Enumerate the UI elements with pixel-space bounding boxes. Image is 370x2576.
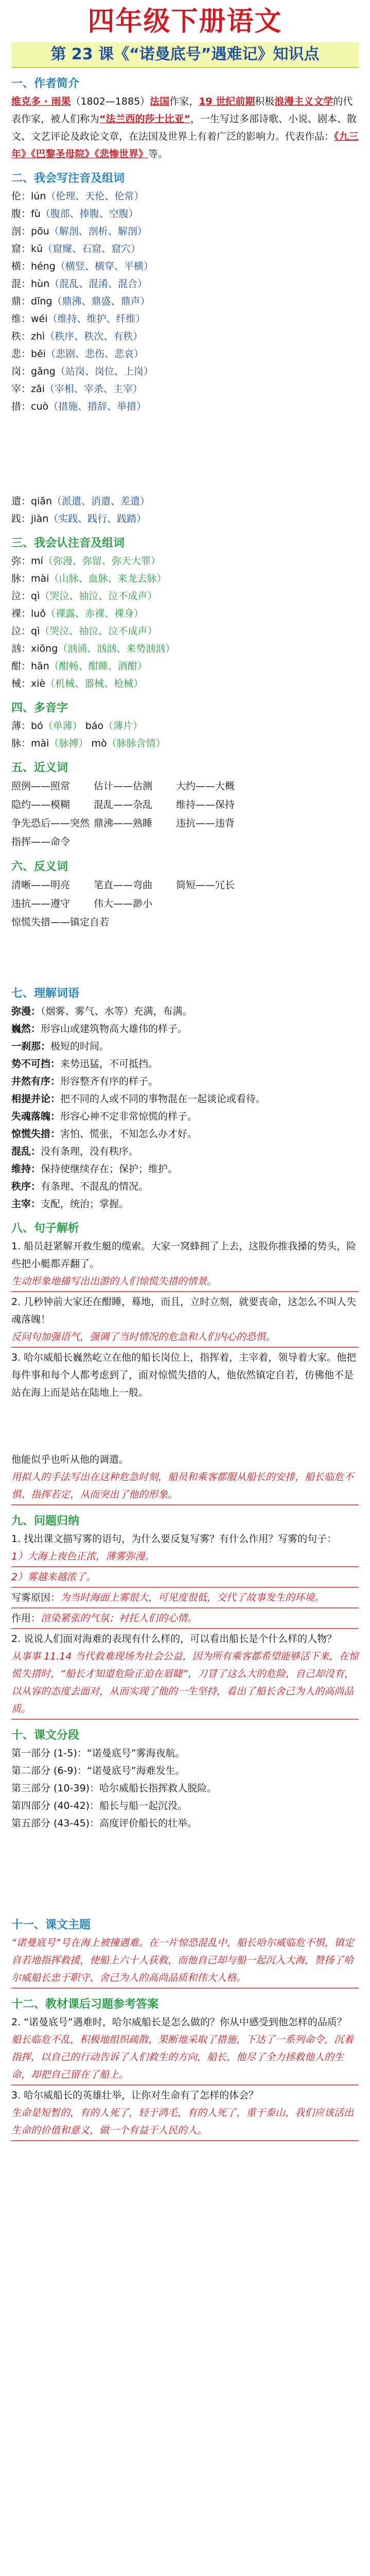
vocab-item [11, 1020, 359, 1038]
read-char-words: （山脉、血脉、来龙去脉） [49, 573, 167, 584]
write-char-words: （窟窿、石窟、窟穴） [43, 243, 141, 255]
exercise-q1: 2. “诺曼底号”遇难时，哈尔威船长是怎么做的？你从中感受到他怎样的品质？ [11, 2016, 347, 2028]
section-title-read: 三、我会认注音及组词 [11, 537, 125, 550]
exercise-a2: 生命是短暂的，有的人死了，轻于鸿毛，有的人死了，重于泰山，我们应该活出生命的价值和意义，做一个有益于人民的人。 [11, 2107, 354, 2136]
read-char-pinyin: luǒ [31, 608, 46, 619]
synonym-pair: 估计——估测 [94, 781, 153, 792]
vocab-item [11, 1003, 359, 1020]
divider [11, 1504, 359, 1505]
vocab-term: 势不可挡： [11, 1058, 61, 1070]
synonym-list [11, 777, 359, 851]
paragraph-list [11, 1744, 359, 1832]
synonym-pair [94, 833, 176, 851]
vocab-term: 失魂落魄： [11, 1111, 61, 1122]
vocab-item [11, 1195, 359, 1213]
read-char-char: 泣： [11, 590, 31, 602]
divider [11, 1628, 359, 1629]
write-char-pinyin: lún [31, 191, 46, 202]
polyphone-row [11, 735, 359, 752]
sentence-a5: 用拟人的手法写出在这种危急时刻，船员和乘客都服从船长的安排，船长临危不惧、指挥若定，从而突出了他的形象。 [11, 1471, 354, 1500]
question-1: 1. 找出课文描写雾的语句，为什么要反复写雾？有什么作用？写雾的句子： [11, 1533, 337, 1545]
polyphone-aw: （单薄） [43, 720, 82, 732]
author-role: 作家， [169, 96, 199, 107]
paragraph-label: 第五部分 (43-45)： [11, 1818, 100, 1829]
write-char-char: 维： [11, 313, 31, 325]
write-char-row [11, 380, 359, 398]
vocab-definition: 形容整齐有序的样子。 [60, 1076, 158, 1087]
divider [11, 1566, 359, 1567]
write-char-pinyin: qiǎn [31, 496, 52, 507]
write-char-char: 悲： [11, 348, 31, 360]
read-char-char: 械： [11, 678, 31, 689]
section-title-questions: 九、问题归纳 [11, 1515, 80, 1528]
synonym-row [11, 777, 359, 795]
fog-use-label: 作用： [11, 1613, 41, 1624]
author-end: 等。 [148, 148, 168, 160]
read-char-row [11, 605, 359, 622]
write-char-pinyin: dǐng [31, 296, 52, 307]
vocab-term: 相提并论： [11, 1093, 61, 1105]
vocab-term: 混乱： [11, 1146, 41, 1157]
write-char-pinyin: bēi [31, 348, 46, 360]
read-char-row [11, 640, 359, 657]
write-char-char: 岗： [11, 366, 31, 377]
vocab-definition: （烟雾、雾气、水等）充满，布满。 [41, 1006, 192, 1017]
vocab-term: 惊慌失措： [11, 1128, 61, 1140]
antonym-pair: 惊慌失措——镇定自若 [11, 917, 110, 928]
author-intro [11, 93, 359, 163]
polyphone-aw: （脉搏） [49, 738, 89, 749]
write-char-char: 横： [11, 261, 31, 272]
antonym-pair: 简短——冗长 [176, 879, 235, 891]
fog-reason-text: 为当时海面上雾很大，可见度很低，交代了故事发生的环境。 [60, 1592, 325, 1603]
write-char-list [11, 188, 359, 415]
write-char-row [11, 293, 359, 310]
read-char-char: 酣： [11, 660, 31, 672]
write-char-row [11, 188, 359, 205]
vocab-item [11, 1178, 359, 1195]
vocab-item [11, 1108, 359, 1125]
sentence-q1: 1. 船员赶紧解开救生艇的缆索。大家一窝蜂拥了上去，这股你推我搡的势头，险些把小艇都弄翻了。 [11, 1241, 357, 1269]
write-char-row [11, 510, 359, 528]
write-char-extra-list [11, 493, 359, 528]
author-school: 浪漫主义文学 [274, 96, 333, 107]
exercise-q2: 3. 哈尔威船长的英雄壮举，让你对生命有了怎样的体会？ [11, 2090, 259, 2101]
paragraph-text: 船长与船一起沉没。 [99, 1800, 188, 1811]
paragraph-text: “诺曼底号”雾海夜航。 [86, 1748, 185, 1759]
write-char-char: 混： [11, 278, 31, 290]
vocab-definition: 支配，统治；掌握。 [41, 1198, 129, 1210]
section-title-exercises: 十二、教材课后习题参考答案 [11, 1998, 159, 2011]
fog-use-text: 渲染紧张的气氛；衬托人们的心情。 [41, 1613, 198, 1624]
vocab-term: 维持： [11, 1163, 41, 1175]
vocab-definition: 把不同的人或不同的事物混在一起谈论或看待。 [60, 1093, 266, 1105]
sentence-a2: 反问句加强语气，强调了当时情况的危急和人们内心的恐惧。 [11, 1331, 276, 1343]
section-title-theme: 十一、课文主题 [11, 1919, 91, 1931]
write-char-words: （实践、践行、践踏） [48, 513, 147, 524]
exercise-a1: 船长临危不乱，积极地组织疏散，果断地采取了措施，下达了一系列命令，沉着指挥，以自己的行动告诉了人们救生的方向，船长，他尽了全力拯救他人的生命，却把自己留在了船上。 [11, 2034, 354, 2080]
read-char-words: （哭泣、抽泣、泣不成声） [40, 625, 157, 637]
divider [11, 1587, 359, 1588]
author-work-1: 《九三年》 [11, 131, 359, 160]
read-char-char: 弥： [11, 555, 31, 567]
vocab-term: 弥漫： [11, 1006, 41, 1017]
paragraph-text: “诺曼底号”海难发生。 [86, 1765, 185, 1776]
antonym-row [11, 876, 359, 894]
synonym-row [11, 833, 359, 851]
section-title-synonym: 五、近义词 [11, 761, 68, 774]
write-char-row [11, 258, 359, 275]
write-char-words: （腹部、捧腹、空腹） [40, 208, 138, 219]
spacer [11, 931, 359, 978]
synonym-pair: 指挥——命令 [11, 836, 71, 848]
polyphone-ch: 薄： [11, 720, 31, 732]
write-char-char: 伦： [11, 191, 31, 202]
write-char-pinyin: fù [31, 208, 41, 219]
write-char-char: 腹： [11, 208, 31, 219]
divider [11, 1607, 359, 1608]
read-char-char: 泣： [11, 625, 31, 637]
read-char-pinyin: qì [31, 625, 40, 637]
read-char-row [11, 622, 359, 640]
read-char-row [11, 570, 359, 587]
write-char-row [11, 363, 359, 380]
read-char-words: （酣畅、酣睡、酒酣） [49, 660, 147, 672]
write-char-pinyin: héng [31, 261, 56, 272]
author-school-pre: 积极 [255, 96, 275, 107]
vocab-definition: 形容山或建筑物高大雄伟的样子。 [41, 1023, 188, 1035]
write-char-pinyin: zhì [31, 331, 45, 342]
synonym-row [11, 795, 359, 814]
sentence-q5: 他能似乎也听从他的调遣。 [11, 1454, 129, 1465]
author-title-name: “法兰西的莎士比亚” [99, 113, 190, 125]
read-char-words: （哭泣、抽泣、泣不成声） [40, 590, 157, 602]
divider [11, 1988, 359, 1989]
write-char-words: （伦理、天伦、伦常） [46, 191, 144, 202]
read-char-char: 裸： [11, 608, 31, 619]
write-char-row [11, 240, 359, 258]
antonym-pair: 笔直——弯曲 [94, 879, 153, 891]
read-char-row [11, 675, 359, 692]
polyphone-bw: （脉脉含情） [107, 738, 166, 749]
author-years: （1802—1885） [71, 96, 150, 107]
write-char-row [11, 310, 359, 328]
divider [11, 1719, 359, 1720]
author-name: 维克多 · 雨果 [11, 96, 71, 107]
write-char-words: （鼎沸、鼎盛、鼎声） [52, 296, 150, 307]
write-char-row [11, 345, 359, 363]
paragraph-text: 高度评价船长的壮举。 [99, 1818, 198, 1829]
paragraph-label: 第三部分 (10-39)： [11, 1783, 100, 1794]
paragraph-label: 第一部分 (1-5)： [11, 1748, 87, 1759]
read-char-row [11, 657, 359, 675]
write-char-char: 秩： [11, 331, 31, 342]
antonym-pair [94, 913, 176, 931]
write-char-row [11, 205, 359, 223]
write-char-pinyin: cuò [31, 401, 49, 412]
theme-text: “诺曼底号”号在海上被撞遇难。在一片惊恐混乱中，船长哈尔威临危不惧，镇定自若地指挥救援，使船上六十人获救，而他自己却与船一起沉入大海，赞扬了哈尔威船长忠于职守、舍己为人的高尚品质和伟大人格。 [11, 1937, 354, 1984]
question-2: 2. 说说人们面对海难的表现有什么样的，可以看出船长是个什么样的人物？ [11, 1633, 337, 1645]
vocab-definition: 没有条理，没有秩序。 [41, 1146, 139, 1157]
synonym-pair: 照例——照常 [11, 781, 71, 792]
author-work-2: 《巴黎圣母院》 [31, 148, 95, 160]
read-char-words: （汹涌、汹汹、来势汹汹） [58, 643, 175, 654]
polyphone-b: mò [91, 738, 107, 749]
spacer [11, 415, 359, 493]
vocab-item [11, 1073, 359, 1090]
vocab-definition: 来势迅猛，不可抵挡。 [60, 1058, 158, 1070]
write-char-words: （宰相、宰杀、主宰） [44, 383, 143, 395]
section-title-polyphone: 四、多音字 [11, 702, 68, 715]
antonym-pair [176, 913, 289, 931]
synonym-pair: 维持——保持 [176, 799, 235, 810]
polyphone-b: báo [85, 720, 104, 732]
write-char-row [11, 328, 359, 345]
read-char-pinyin: mí [31, 555, 43, 567]
vocab-term: 巍然： [11, 1023, 41, 1035]
vocab-definition: 形容心神不定非常惊慌的样子。 [60, 1111, 198, 1122]
write-char-char: 窟： [11, 243, 31, 255]
read-char-list [11, 552, 359, 692]
vocab-item [11, 1090, 359, 1108]
vocab-item [11, 1038, 359, 1055]
write-char-char: 鼎： [11, 296, 31, 307]
sentence-a1: 生动形象地描写出出游的人们惊慌失措的情景。 [11, 1276, 217, 1287]
read-char-row [11, 552, 359, 570]
section-title-paragraphs: 十、课文分段 [11, 1729, 80, 1742]
read-char-words: （机械、器械、枪械） [45, 678, 144, 689]
polyphone-row [11, 717, 359, 735]
write-char-words: （措施、措辞、举措） [48, 401, 147, 412]
paragraph-item [11, 1797, 359, 1815]
polyphone-bw: （薄片） [103, 720, 143, 732]
vocab-definition: 保持使继续存在；保护；维护。 [41, 1163, 178, 1175]
read-char-pinyin: xiōng [31, 643, 58, 654]
vocab-item [11, 1160, 359, 1178]
vocab-term: 井然有序： [11, 1076, 61, 1087]
write-char-row [11, 275, 359, 293]
write-char-pinyin: pōu [31, 226, 49, 237]
write-char-row [11, 493, 359, 510]
write-char-char: 践： [11, 513, 31, 524]
write-char-words: （秩序、秩次、有秩） [45, 331, 143, 342]
write-char-pinyin: jiàn [31, 513, 49, 524]
vocab-definition: 极短的时间。 [50, 1041, 110, 1052]
answer-2: 从事事 11.14 当代救难现场为社会公益，因为所有乘客都希望能够活下来，在惊慌失措时，“船长才知道危险正迫在眉睫”，刀冒了这么大的危险，自己却没有，以从容的态度去面对，从而实现了他的一生坚持，看出了船长舍己为人的高尚品质。 [11, 1651, 359, 1715]
vocab-definition: 害怕、慌张，不知怎么办才好。 [60, 1128, 198, 1140]
read-char-words: （弥漫、弥留、弥天大罪） [43, 555, 161, 567]
page-title: 四年级下册语文 [87, 6, 283, 37]
synonym-pair: 鼎沸——熟睡 [94, 818, 153, 829]
write-char-words: （站岗、岗位、上岗） [55, 366, 153, 377]
write-char-char: 措： [11, 401, 31, 412]
paragraph-item [11, 1815, 359, 1832]
read-char-char: 汹： [11, 643, 31, 654]
divider [11, 2084, 359, 2086]
write-char-char: 宰： [11, 383, 31, 395]
antonym-pair: 清晰——明亮 [11, 879, 71, 891]
vocab-item [11, 1055, 359, 1073]
fog-sentence-2: 2）雾越来越浓了。 [11, 1571, 96, 1583]
section-title-antonym: 六、反义词 [11, 860, 68, 873]
sentence-q3: 3. 哈尔威船长巍然屹立在他的船长岗位上，指挥着，主宰着，领导着大家。他把每件事和每个人都考虑到了，面对惊慌失措的人，他依然镇定自若，仿佛他不是站在海上而是站在陆地上一般。 [11, 1352, 357, 1398]
section-title-write: 二、我会写注音及组词 [11, 172, 125, 185]
paragraph-item [11, 1744, 359, 1762]
paragraph-item [11, 1762, 359, 1780]
vocab-term: 主宰： [11, 1198, 41, 1210]
section-title-sentence: 八、句子解析 [11, 1222, 80, 1235]
fog-reason [11, 1589, 359, 1606]
fog-use [11, 1609, 359, 1627]
write-char-pinyin: gǎng [31, 366, 56, 377]
write-char-pinyin: zǎi [31, 383, 45, 395]
section-title-author: 一、作者简介 [11, 77, 80, 90]
synonym-pair: 争先恐后——突然 [11, 818, 90, 829]
antonym-pair: 违抗——遵守 [11, 898, 71, 909]
lesson-subtitle: 第 23 课《“诺曼底号”遇难记》知识点 [11, 42, 359, 68]
fog-sentence-1: 1）大海上夜色正浓，薄雾弥漫。 [11, 1551, 155, 1562]
synonym-pair [176, 833, 289, 851]
write-char-pinyin: wéi [31, 313, 48, 325]
synonym-row [11, 814, 359, 833]
write-char-words: （混乱、混淆、混合） [49, 278, 148, 290]
vocab-term: 秩序： [11, 1181, 41, 1192]
read-char-pinyin: mài [31, 573, 49, 584]
write-char-words: （悲剧、悲伤、悲哀） [46, 348, 144, 360]
write-char-row [11, 223, 359, 240]
vocab-term: 一刹那： [11, 1041, 51, 1052]
read-char-pinyin: xiè [31, 678, 46, 689]
polyphone-ch: 脉： [11, 738, 31, 749]
write-char-pinyin: hùn [31, 278, 50, 290]
read-char-char: 脉： [11, 573, 31, 584]
divider [11, 1291, 359, 1292]
antonym-list [11, 876, 359, 931]
paragraph-text: 哈尔威船长指挥救人脱险。 [99, 1783, 217, 1794]
paragraph-label: 第四部分 (40-42)： [11, 1800, 100, 1811]
vocab-list [11, 1003, 359, 1213]
read-char-words: （裸露、赤裸、裸身） [45, 608, 144, 619]
synonym-pair: 违抗——违背 [176, 818, 235, 829]
write-char-pinyin: kū [31, 243, 43, 255]
antonym-pair [176, 894, 289, 913]
paragraph-item [11, 1780, 359, 1797]
author-country: 法国 [150, 96, 170, 107]
spacer [11, 1401, 359, 1451]
author-century: 19 世纪前期 [199, 96, 255, 107]
polyphone-list [11, 717, 359, 752]
read-char-pinyin: hān [31, 660, 49, 672]
write-char-words: （解剖、剖析、解剖） [49, 226, 147, 237]
synonym-pair: 混乱——杂乱 [94, 799, 153, 810]
author-work-3: 《悲惨世界》 [94, 148, 149, 160]
author-rest: ，一生写过多部诗歌、小说、剧本、散文、文艺评论及政论文章，在法国及世界上有着广泛的影响力。代表作品： [11, 113, 357, 142]
spacer [11, 1832, 359, 1909]
write-char-words: （派遣、消遣、差遣） [52, 496, 150, 507]
synonym-pair: 大约——大概 [176, 781, 235, 792]
write-char-char: 遣： [11, 496, 31, 507]
write-char-words: （横竖、横穿、平横） [55, 261, 153, 272]
antonym-row [11, 894, 359, 913]
read-char-pinyin: qì [31, 590, 40, 602]
antonym-row [11, 913, 359, 931]
section-title-vocab: 七、理解词语 [11, 987, 80, 1000]
antonym-pair: 伟大——渺小 [94, 898, 153, 909]
fog-reason-label: 写雾原因： [11, 1592, 61, 1603]
write-char-words: （维持、维护、纤维） [47, 313, 146, 325]
divider [11, 1347, 359, 1348]
vocab-definition: 有条理、不混乱的情况。 [41, 1181, 149, 1192]
sentence-q2: 2. 几秒钟前大家还在酣睡，蓦地，而且，立时立刻，就要丧命，这怎么不叫人失魂落魄！ [11, 1296, 357, 1325]
polyphone-a: bó [31, 720, 43, 732]
write-char-char: 剖： [11, 226, 31, 237]
write-char-row [11, 398, 359, 415]
divider [11, 2140, 359, 2141]
read-char-row [11, 587, 359, 605]
vocab-item [11, 1125, 359, 1143]
vocab-item [11, 1143, 359, 1160]
author-rep: 的代表作家，被人们称为 [11, 96, 353, 125]
synonym-pair: 隐约——模糊 [11, 799, 71, 810]
polyphone-a: mài [31, 738, 49, 749]
paragraph-label: 第二部分 (6-9)： [11, 1765, 87, 1776]
